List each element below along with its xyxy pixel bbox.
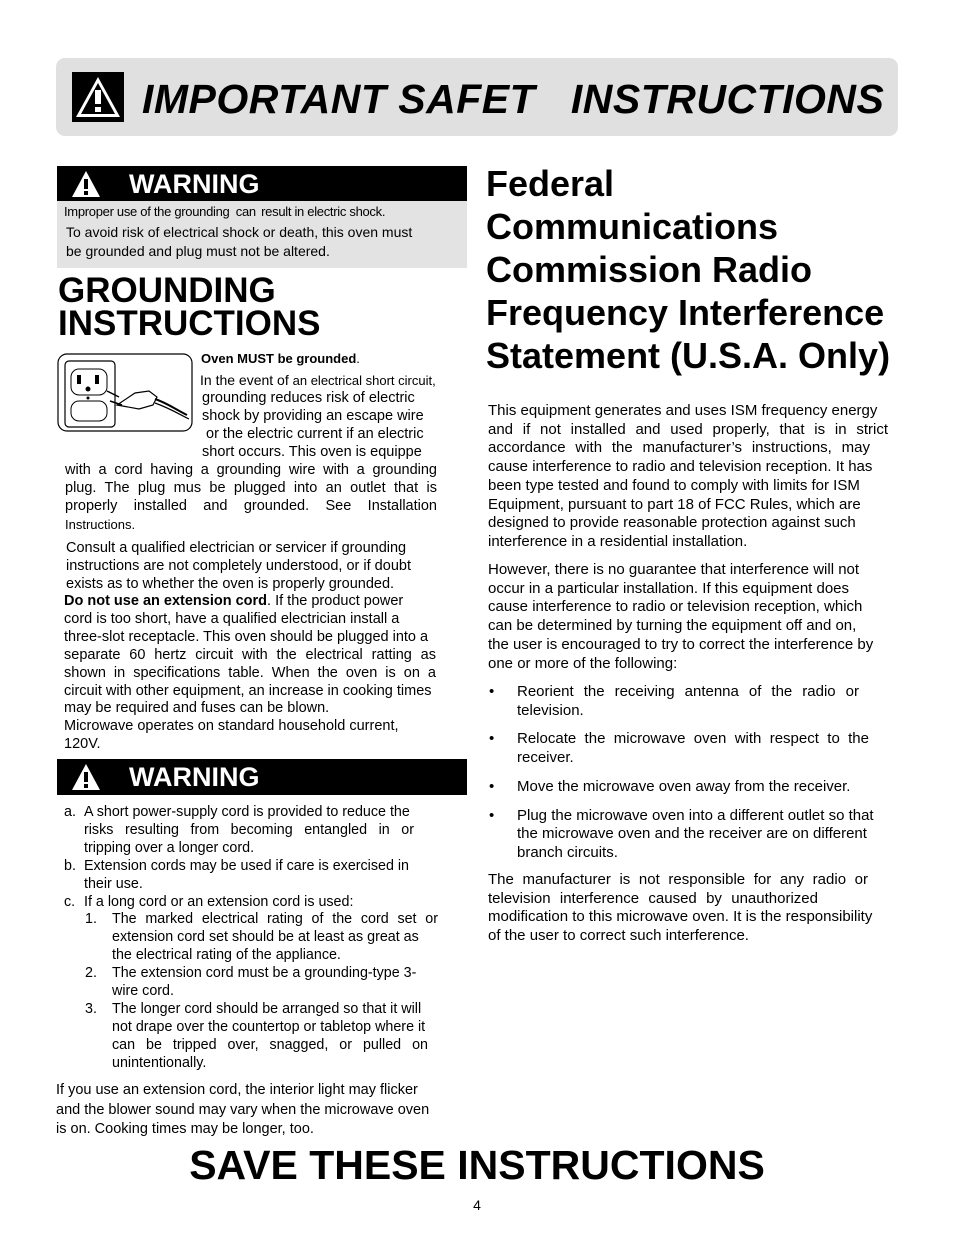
- warning-text: can: [235, 204, 256, 219]
- warning-triangle-icon: [72, 72, 124, 122]
- warning-icon: [71, 763, 101, 791]
- body-text: exists as to whether the oven is properly grounded.: [66, 576, 395, 592]
- list-item: • Move the microwave oven away from the receiver.: [489, 777, 851, 795]
- warning-text: result in electric shock.: [261, 204, 386, 219]
- fcc-title: Federal Communications Commission Radio Frequency Interference Statement (U.S.A. Only): [486, 163, 891, 376]
- list-item: 3. The longer cord should be arranged so that it will not drape over the countertop or tabletop where it can be tripped over, snagged, or pulled on unintentionally.: [85, 1000, 428, 1071]
- body-text: and the blower sound may vary when the microwave oven: [56, 1101, 430, 1118]
- grounding-title: GROUNDING INSTRUCTIONS: [58, 271, 321, 343]
- warning-label: WARNING: [129, 169, 260, 199]
- extension-cord-warning: Do not use an extension cord: [64, 593, 268, 609]
- extension-cord-list: [64, 804, 464, 1073]
- fcc-bullet-list: [488, 683, 898, 863]
- bullet-icon: •: [489, 777, 495, 795]
- body-text: cord is too short, have a qualified electrician install a: [64, 610, 400, 627]
- body-text: may be required and fuses can be blown.: [64, 700, 330, 717]
- fcc-paragraph: The manufacturer is not responsible for any radio or television interference caused by unauthorized modification to this microwave oven. It is the responsibility of the user to correct such interference.: [488, 871, 873, 945]
- body-text: Instructions: [65, 516, 132, 532]
- body-text: In the event of: [200, 372, 289, 388]
- body-text: grounding reduces risk of electric: [202, 390, 415, 406]
- fcc-paragraph: This equipment generates and uses ISM frequency energy and if not installed and used properly, that is in strict accordance with the manufacturer’s instructions, may cause interference to radio and television reception. It has been type tested and found to comply with limits for ISM Equipment, pursuant to part 18 of FCC Rules, which are designed to provide reasonable protection against such interference in a residential installation.: [488, 402, 888, 550]
- bullet-icon: •: [489, 806, 495, 824]
- list-item: 1. The marked electrical rating of the cord set or extension cord set should be at least as great as the electrical rating of the appliance.: [85, 911, 438, 964]
- list-item: 2. The extension cord must be a grounding-type 3- wire cord.: [85, 965, 417, 1000]
- warning-text: To avoid risk of electrical shock or death, this oven must: [66, 224, 413, 240]
- warning-text-box: [57, 201, 467, 268]
- body-text: shock by providing an escape wire: [202, 407, 424, 424]
- body-text: shown in specifications table. When the oven is on a: [64, 664, 436, 681]
- body-text: separate 60 hertz circuit with the electrical ratting as: [64, 646, 436, 663]
- warning-label: WARNING: [129, 762, 260, 792]
- list-item: c. If a long cord or an extension cord is used:: [64, 893, 354, 910]
- body-text: an electrical short circuit,: [292, 373, 436, 388]
- list-item: a. A short power-supply cord is provided to reduce the risks resulting from becoming entangled in or tripping over a longer cord.: [64, 804, 414, 856]
- body-text: three-slot receptacle. This oven should be plugged into a: [64, 628, 429, 645]
- must-be-grounded: Oven MUST be grounded: [201, 351, 357, 366]
- list-item: • Plug the microwave oven into a different outlet so that the microwave oven and the receiver are on different branch circuits.: [489, 806, 874, 861]
- page-title: IMPORTANT SAFET INSTRUCTIONS: [142, 76, 885, 122]
- page-number: 4: [473, 1197, 481, 1213]
- body-text: properly installed and grounded. See Installation: [65, 497, 437, 514]
- bullet-icon: •: [489, 730, 495, 748]
- warning-icon: [71, 170, 101, 198]
- body-text: Consult a qualified electrician or servicer if grounding: [66, 540, 407, 556]
- body-text: is on. Cooking times may be longer, too: [56, 1121, 310, 1137]
- body-text: 120V.: [64, 736, 101, 753]
- save-instructions-heading: SAVE THESE INSTRUCTIONS: [189, 1142, 765, 1188]
- body-text: instructions are not completely understood, or if doubt: [66, 558, 411, 574]
- body-text: or the electric current if an electric: [206, 425, 424, 442]
- warning-bar: [57, 166, 467, 202]
- body-text: with a cord having a grounding wire with a grounding: [65, 462, 437, 478]
- body-text: circuit with other equipment, an increase in cooking times: [64, 682, 432, 699]
- warning-bar: [57, 759, 467, 795]
- list-item: • Reorient the receiving antenna of the radio or television.: [489, 683, 859, 719]
- warning-text: Improper use of the grounding: [64, 204, 230, 219]
- body-text: plug. The plug mus be plugged into an outlet that is: [65, 479, 437, 496]
- body-text: . If the product power: [267, 593, 404, 609]
- list-item: • Relocate the microwave oven with respect to the receiver.: [489, 730, 869, 767]
- warning-text: be grounded and plug must not be altered.: [66, 243, 330, 259]
- bullet-icon: •: [489, 683, 495, 700]
- grounded-outlet-illustration: [57, 353, 193, 432]
- fcc-paragraph: However, there is no guarantee that interference will not occur in a particular installation. If this equipment does cause interference to radio or television reception, which can be determined by turning the equipment off and on, the user is encouraged to try to correct the interference by one or more of the following:: [488, 561, 874, 672]
- list-item: b. Extension cords may be used if care is exercised in their use.: [64, 857, 410, 892]
- body-text: Microwave operates on standard household current,: [64, 718, 399, 735]
- body-text: If you use an extension cord, the interior light may flicker: [56, 1082, 418, 1098]
- body-text: short occurs. This oven is equippe: [202, 443, 422, 460]
